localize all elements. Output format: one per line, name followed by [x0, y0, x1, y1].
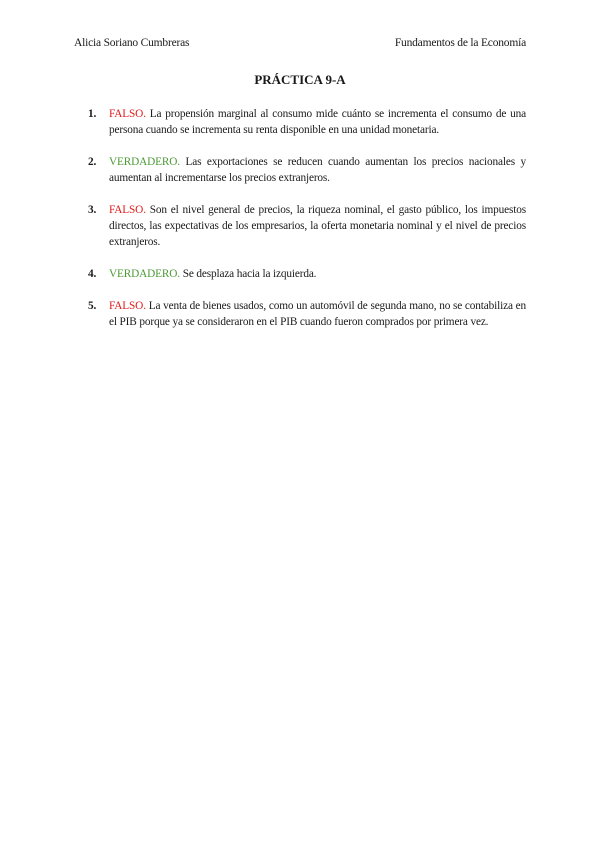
- answer-text: Se desplaza hacia la izquierda.: [182, 268, 317, 280]
- answer-item-4: [88, 266, 526, 282]
- answer-text-block: [109, 202, 526, 250]
- answer-number: 1.: [88, 108, 97, 120]
- page-title: PRÁCTICA 9-A: [254, 72, 346, 87]
- verdict-label: VERDADERO.: [109, 156, 180, 168]
- verdict-label: FALSO.: [109, 108, 146, 120]
- author-name: Alicia Soriano Cumbreras: [74, 37, 190, 49]
- answer-text-block: [109, 266, 526, 282]
- answer-text-block: [109, 154, 526, 186]
- answer-number: 3.: [88, 204, 97, 216]
- course-name: Fundamentos de la Economía: [394, 37, 526, 49]
- answer-item-3: [88, 202, 526, 250]
- answer-text: La venta de bienes usados, como un automóvil de segunda mano, no se contabiliza en el PIB porque ya se consideraron en el PIB cuando fueron comprados por primera vez.: [109, 300, 526, 328]
- answer-text-block: [109, 298, 526, 330]
- answer-text: Son el nivel general de precios, la riqueza nominal, el gasto público, los impuestos directos, las expectativas de los empresarios, la oferta monetaria nominal y el nivel de precios extranjeros.: [109, 204, 526, 248]
- verdict-label: FALSO.: [109, 300, 146, 312]
- page-header: [74, 37, 526, 49]
- answer-list: [88, 106, 526, 346]
- answer-number: 4.: [88, 268, 97, 280]
- answer-text: La propensión marginal al consumo mide cuánto se incrementa el consumo de una persona cuando se incrementa su renta disponible en una unidad monetaria.: [109, 108, 526, 136]
- answer-text: Las exportaciones se reducen cuando aumentan los precios nacionales y aumentan al incrementarse los precios extranjeros.: [109, 156, 526, 184]
- answer-item-2: [88, 154, 526, 186]
- answer-text-block: [109, 106, 526, 138]
- answer-number: 2.: [88, 156, 97, 168]
- answer-item-5: [88, 298, 526, 330]
- answer-number: 5.: [88, 300, 97, 312]
- answer-item-1: [88, 106, 526, 138]
- verdict-label: VERDADERO.: [109, 268, 180, 280]
- verdict-label: FALSO.: [109, 204, 146, 216]
